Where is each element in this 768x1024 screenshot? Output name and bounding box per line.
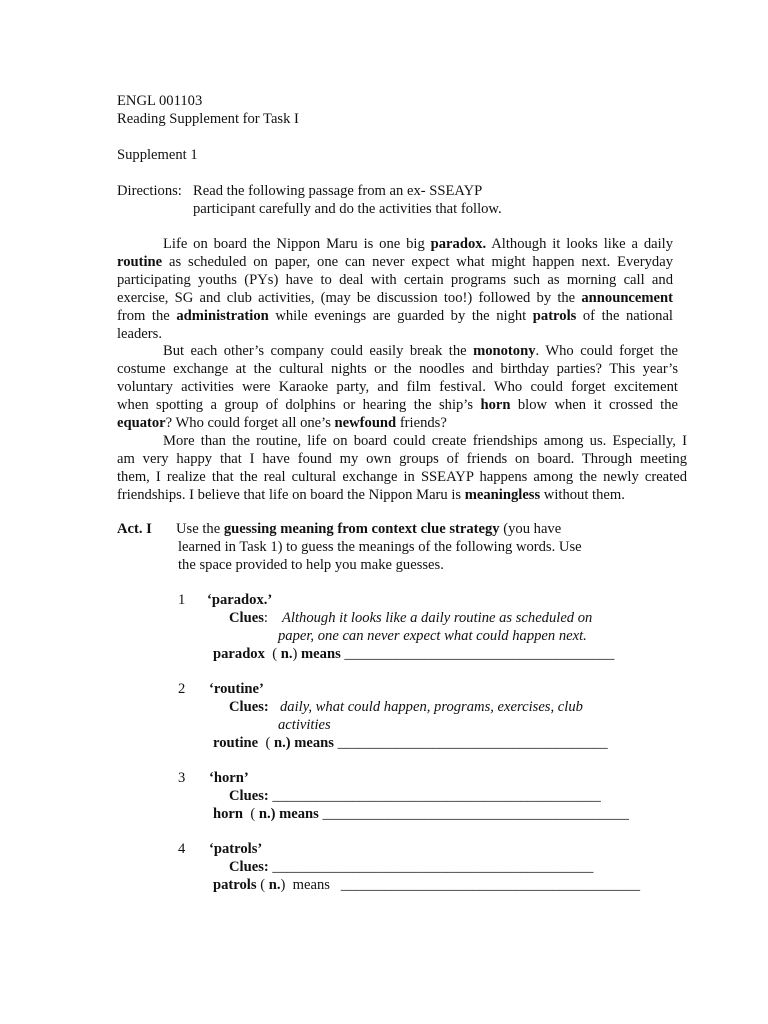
supplement-heading: Supplement 1 — [117, 147, 198, 163]
keyword-meaningless: meaningless — [464, 487, 541, 503]
passage-p1-line-4: exercise, SG and club activities, (may be discussion too!) followed by the announcement — [117, 290, 673, 306]
keyword-monotony: monotony — [473, 343, 536, 359]
course-code: ENGL 001103 — [117, 93, 203, 109]
activity-instruction-line-1: Use the guessing meaning from context clue strategy (you have — [176, 521, 562, 537]
passage-p1-line-5: from the administration while evenings are guarded by the night patrols of the national — [117, 308, 673, 324]
activity-instruction-line-2: learned in Task 1) to guess the meanings of the following words. Use — [178, 539, 582, 555]
activity-instruction-line-3: the space provided to help you make guesses. — [178, 557, 444, 573]
item-1-word: ‘paradox.’ — [207, 592, 273, 608]
keyword-newfound: newfound — [334, 415, 397, 431]
item-3-answer-blank[interactable]: __________________________________________ — [322, 806, 629, 822]
keyword-paradox: paradox. — [430, 236, 487, 252]
directions-line-2: participant carefully and do the activities that follow. — [193, 201, 502, 217]
item-2-means-line: routine ( n.) means _____________________________________ — [213, 735, 608, 751]
keyword-administration: administration — [176, 308, 269, 324]
strategy-name: guessing meaning from context clue strategy — [223, 521, 500, 537]
passage-p3-line-1: More than the routine, life on board could create friendships among us. Especially, I — [163, 433, 687, 449]
item-1-means-line: paradox ( n.) means _____________________________________ — [213, 646, 615, 662]
item-4-clues-line: Clues: ____________________________________________ — [229, 859, 594, 875]
item-3-clues-line: Clues: _____________________________________________ — [229, 788, 601, 804]
passage-p2-line-1: But each other’s company could easily break the monotony. Who could forget the — [163, 343, 678, 359]
passage-p1-line-3: participating youths (PYs) have to deal with certain programs such as morning call and — [117, 272, 673, 288]
passage-p1-line-2: routine as scheduled on paper, one can never expect what might happen next. Everyday — [117, 254, 673, 270]
passage-p3-line-3: them, I realize that the real cultural exchange in SSEAYP happens among the newly created — [117, 469, 687, 485]
item-2-clues-line-1: daily, what could happen, programs, exercises, club — [280, 699, 583, 715]
passage-p3-line-2: am very happy that I have found my own groups of friends on board. Through meeting — [117, 451, 687, 467]
activity-label: Act. I — [117, 521, 152, 537]
keyword-announcement: announcement — [581, 290, 673, 306]
passage-p1-line-6: leaders. — [117, 326, 162, 342]
item-4-number: 4 — [178, 841, 186, 857]
item-1-clues-line-2: paper, one can never expect what could happen next. — [278, 628, 587, 644]
keyword-horn: horn — [480, 397, 511, 413]
keyword-routine: routine — [117, 254, 163, 270]
item-2-number: 2 — [178, 681, 186, 697]
item-2-clues-label: Clues: — [229, 699, 269, 715]
passage-p3-line-4: friendships. I believe that life on board the Nippon Maru is meaningless without them. — [117, 487, 625, 503]
passage-p2-line-5: equator? Who could forget all one’s newfound friends? — [117, 415, 447, 431]
item-2-word: ‘routine’ — [209, 681, 264, 697]
item-1-answer-blank[interactable]: _____________________________________ — [344, 646, 615, 662]
item-3-number: 3 — [178, 770, 186, 786]
directions-label: Directions: — [117, 183, 182, 199]
passage-p2-line-2: costume exchange at the cultural nights or the noodles and birthday parties? This year’s — [117, 361, 678, 377]
item-4-word: ‘patrols’ — [209, 841, 263, 857]
passage-p2-line-3: voluntary activities were Karaoke party, and film festival. Who could forget excitement — [117, 379, 678, 395]
item-1-number: 1 — [178, 592, 186, 608]
passage-p2-line-4: when spotting a group of dolphins or hearing the ship’s horn blow when it crossed the — [117, 397, 678, 413]
item-3-means-line: horn ( n.) means __________________________________________ — [213, 806, 629, 822]
directions-line-1: Read the following passage from an ex- SSEAYP — [193, 183, 483, 199]
keyword-equator: equator — [117, 415, 166, 431]
document-title: Reading Supplement for Task I — [117, 111, 299, 127]
item-2-answer-blank[interactable]: _____________________________________ — [337, 735, 608, 751]
item-3-word: ‘horn’ — [209, 770, 249, 786]
item-4-means-line: patrols ( n.) means _________________________________________ — [213, 877, 641, 893]
item-4-answer-blank[interactable]: _________________________________________ — [340, 877, 641, 893]
keyword-patrols: patrols — [532, 308, 577, 324]
passage-p1-line-1: Life on board the Nippon Maru is one big paradox. Although it looks like a daily — [163, 236, 674, 252]
item-4-clues-blank[interactable]: ____________________________________________ — [272, 859, 594, 875]
item-2-clues-line-2: activities — [278, 717, 331, 733]
item-3-clues-blank[interactable]: _____________________________________________ — [272, 788, 601, 804]
item-1-clues-line-1: Although it looks like a daily routine as scheduled on — [282, 610, 593, 626]
item-1-clues-label: Clues: — [229, 610, 268, 626]
